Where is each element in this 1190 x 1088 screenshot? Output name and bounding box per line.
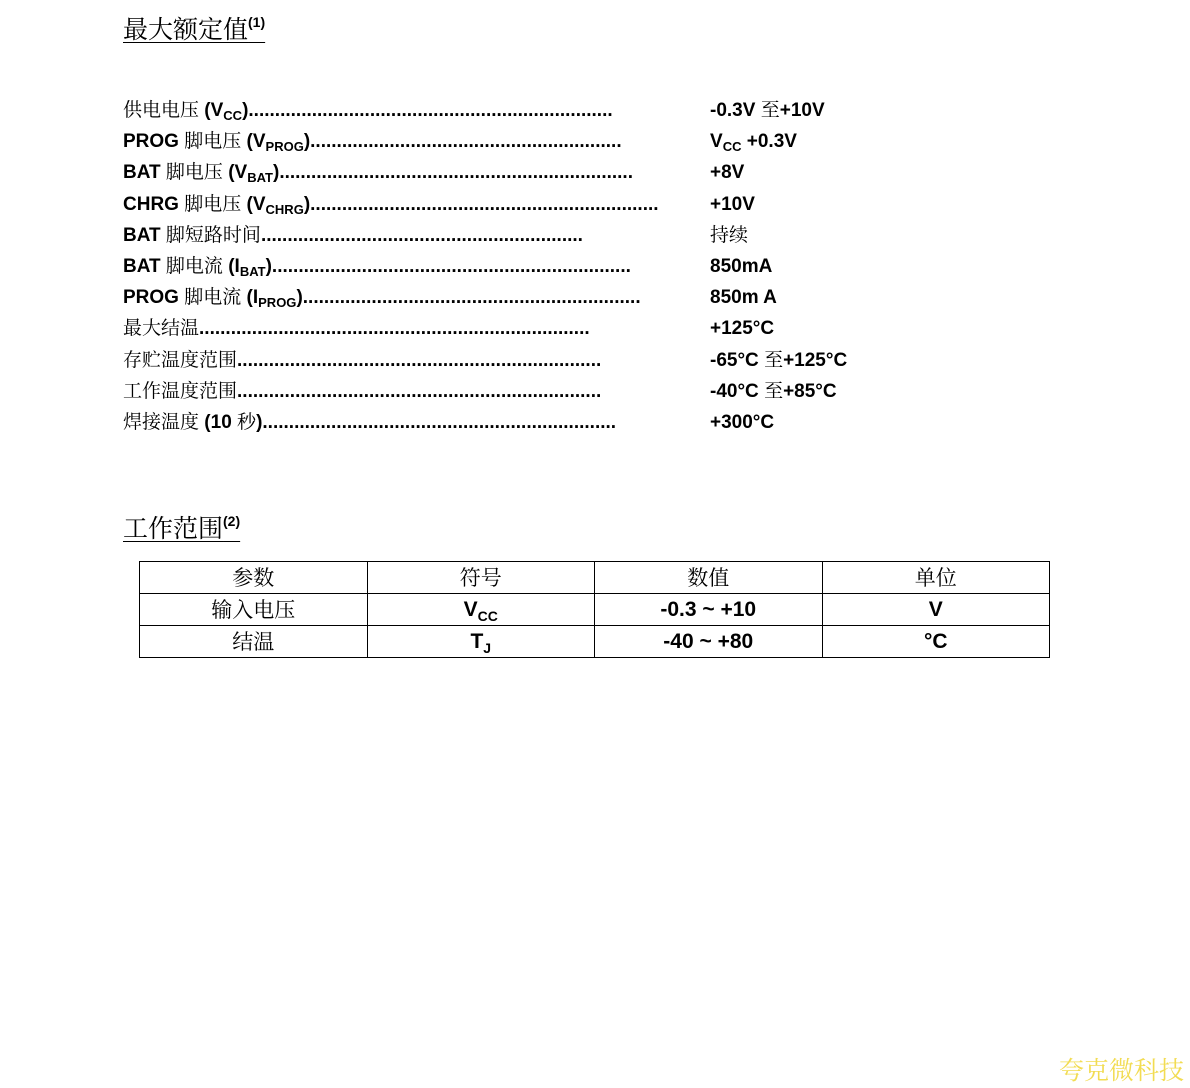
rating-label-name: 焊接温度 [123,410,200,433]
rating-value [710,220,748,251]
rating-value-main: -40°C [710,380,765,402]
rating-row [123,95,923,126]
header-unit: 单位 [822,562,1050,594]
header-symbol: 符号 [367,562,595,594]
rating-label [123,345,601,376]
rating-row [123,157,923,188]
rating-value [710,313,774,344]
symbol-main: V [463,597,478,621]
rating-label-close: ) [265,255,272,277]
rating-row [123,282,923,313]
rating-value-main: V [710,131,723,153]
rating-label-close: ) [272,162,280,184]
symbol-main: T [470,629,484,653]
rating-label-name: 最大结温 [123,317,200,340]
rating-value [710,251,772,282]
operating-range-title-text: 工作范围 [123,514,224,543]
rating-value [710,126,797,157]
rating-value-main: 850mA [710,255,773,277]
row-unit: °C [822,626,1050,658]
rating-value [710,157,744,188]
header-param: 参数 [140,562,368,594]
table-row [140,594,1050,626]
rating-label [123,189,659,220]
rating-label-symbol: (V [241,131,266,153]
rating-label-close: ) [303,193,311,215]
rating-label-name: 存贮温度范围 [123,348,238,371]
leader-dots: ................................................................... [262,411,617,433]
row-param: 输入电压 [140,594,368,626]
rating-value-main: -65°C [710,349,765,371]
rating-label-name: BAT 脚电压 [123,161,223,184]
rating-value-main: -0.3V [710,100,761,121]
rating-label [123,220,583,251]
rating-value-connector: 至 [764,379,784,402]
absolute-max-ratings-list [123,95,923,438]
rating-row [123,345,923,376]
leader-dots: ................................................................... [279,162,633,184]
rating-value [710,282,777,313]
leader-dots: ................................................................ [302,287,641,309]
rating-label-subscript: PROG [265,139,304,155]
rating-label-name: BAT 脚短路时间 [123,223,261,246]
rating-value [710,376,837,407]
rating-label [123,251,631,282]
rating-label-symbol: (V [199,100,224,121]
watermark-text: 夸克微科技 [1058,1056,1184,1085]
rating-label-subscript: CC [223,108,243,123]
symbol-subscript: J [483,639,492,656]
absolute-max-title-text: 最大额定值 [123,15,249,44]
row-value: -0.3 ~ +10 [595,594,823,626]
rating-label-subscript: CHRG [265,201,304,217]
rating-label-symbol: (10 [199,411,238,433]
rating-row [123,220,923,251]
leader-dots: ..................................................................... [237,349,602,371]
rating-value [710,189,755,220]
leader-dots: ........................................................... [310,131,622,153]
symbol-subscript: CC [477,607,498,624]
rating-row [123,126,923,157]
leader-dots: .................................................................... [271,255,631,277]
rating-label-symbol: (I [222,255,240,277]
rating-value-connector: 至 [760,99,780,121]
leader-dots: .......................................................................... [199,318,590,340]
rating-label-name: BAT 脚电流 [123,254,223,277]
rating-label-close: ) [256,411,263,433]
rating-value-main: +125°C [710,318,775,340]
rating-label-name: 工作温度范围 [123,379,238,402]
rating-value-main: +8V [710,162,745,184]
rating-value-main: +10V [710,193,755,215]
rating-label-unit: 秒 [237,410,257,433]
rating-label-name: CHRG 脚电压 [123,192,242,215]
row-value: -40 ~ +80 [595,626,823,658]
rating-label-symbol: (V [222,162,248,184]
rating-label-close: ) [303,131,311,153]
rating-label-name: PROG 脚电流 [123,286,242,309]
row-param: 结温 [140,626,368,658]
rating-label [123,282,641,313]
header-value: 数值 [595,562,823,594]
rating-value-main: 850m A [710,287,777,309]
rating-label [123,126,622,157]
rating-value-tail: +0.3V [741,131,797,153]
rating-label [123,95,613,126]
leader-dots: .................................................................. [310,193,659,215]
rating-label-subscript: PROG [258,295,297,311]
rating-row [123,189,923,220]
rating-label-close: ) [296,287,303,309]
rating-value [710,345,847,376]
absolute-max-title-note: (1) [248,14,266,30]
rating-value [710,95,825,126]
rating-value-tail: +10V [779,100,825,121]
rating-value [710,407,774,438]
operating-range-title [123,514,240,544]
rating-value-subscript: CC [722,139,742,155]
rating-value-connector: 持续 [710,223,749,246]
row-symbol [367,626,595,658]
row-unit: V [822,594,1050,626]
leader-dots: ..................................................................... [248,100,613,121]
rating-label [123,313,590,344]
rating-label-symbol: (V [241,193,266,215]
rating-value-connector: 至 [764,348,784,371]
rating-value-tail: +85°C [783,380,837,402]
rating-row [123,407,923,438]
operating-range-table [139,561,1050,658]
rating-label-subscript: BAT [239,263,266,279]
rating-row [123,251,923,282]
table-header-row [140,562,1050,594]
leader-dots: ............................................................. [260,224,583,246]
rating-value-tail: +125°C [783,349,848,371]
leader-dots: ..................................................................... [237,380,602,402]
rating-label-symbol: (I [241,287,259,309]
table-row [140,626,1050,658]
operating-range-title-note: (2) [223,513,241,529]
rating-row [123,376,923,407]
rating-label-subscript: BAT [247,170,273,186]
rating-label-close: ) [242,100,249,121]
rating-label [123,157,633,188]
rating-label-name: 供电电压 [123,99,200,121]
rating-label [123,376,601,407]
rating-label [123,407,616,438]
rating-label-name: PROG 脚电压 [123,130,242,153]
row-symbol [367,594,595,626]
rating-row [123,313,923,344]
rating-value-main: +300°C [710,411,775,433]
absolute-max-title [123,15,265,45]
